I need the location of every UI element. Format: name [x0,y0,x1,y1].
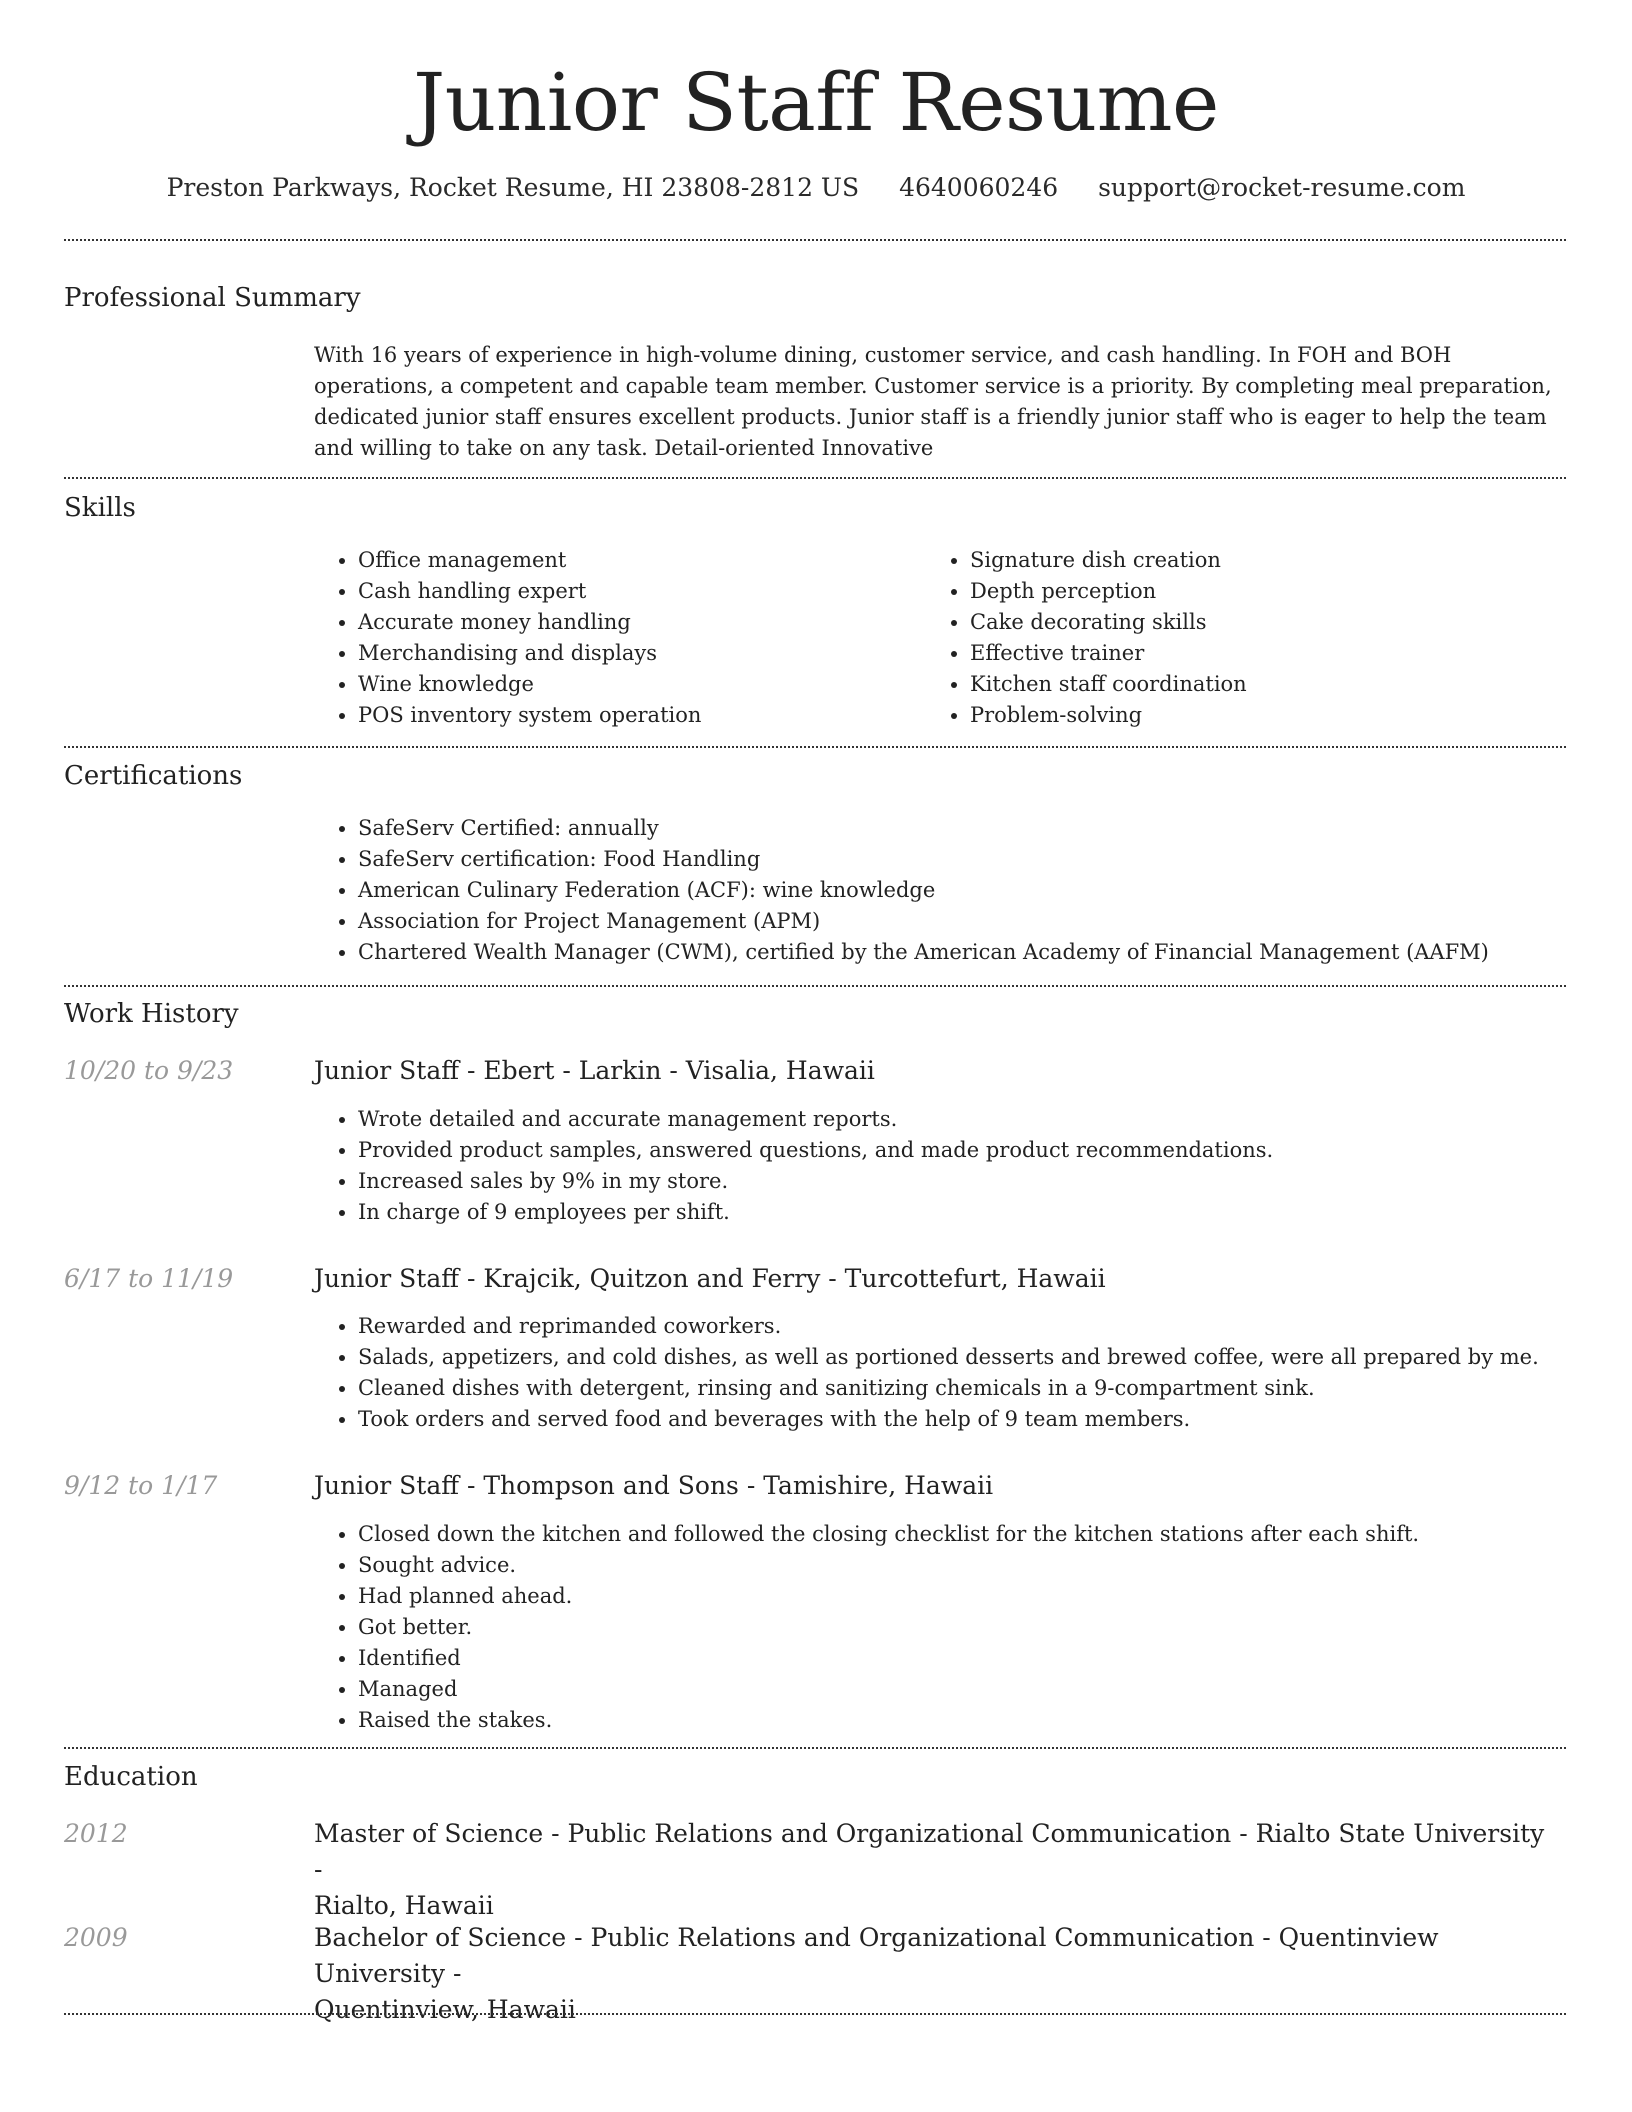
divider [64,239,1566,241]
divider [64,746,1566,748]
skill-item: • Signature dish creation [970,545,1570,576]
job-bullets [314,1311,1618,1435]
job-title: Junior Staff - Ebert - Larkin - Visalia, Hawaii [314,1056,875,1085]
education-degree [314,1816,1554,1924]
job-bullet: • Got better. [358,1612,1598,1643]
job-bullet: • Rewarded and reprimanded coworkers. [358,1311,1618,1342]
job-bullet: • Closed down the kitchen and followed the closing checklist for the kitchen stations after each shift. [358,1519,1598,1550]
job-dates: 10/20 to 9/23 [64,1056,234,1085]
education-year: 2012 [64,1819,128,1848]
section-title-education: Education [64,1762,198,1792]
summary-text: With 16 years of experience in high-volume dining, customer service, and cash handling. In FOH and BOH operations, a competent and capable team member. Customer service is a priority. By completing meal preparation, dedicated junior staff ensures excellent products. Junior staff is a friendly junior staff who is eager to help the team and willing to take on any task. Detail-oriented Innovative [314,343,1552,460]
certification-item: • Association for Project Management (APM) [358,906,1598,937]
skill-item: • Wine knowledge [358,669,918,700]
resume-name: Junior Staff Resume [413,56,1219,149]
job-title: Junior Staff - Krajcik, Quitzon and Ferry - Turcottefurt, Hawaii [314,1264,1106,1293]
job-bullet: • Salads, appetizers, and cold dishes, as well as portioned desserts and brewed coffee, were all prepared by me. [358,1342,1618,1373]
divider [64,477,1566,479]
contact-phone: 4640060246 [899,173,1059,202]
skill-item: • Depth perception [970,576,1570,607]
skill-item: • Office management [358,545,918,576]
education-year: 2009 [64,1923,128,1952]
skill-item: • Effective trainer [970,638,1570,669]
section-title-certifications: Certifications [64,761,243,791]
job-bullet: • Had planned ahead. [358,1581,1598,1612]
section-title-work-history: Work History [64,999,239,1029]
certifications-list [314,813,1598,968]
education-degree-line: Bachelor of Science - Public Relations and Organizational Communication - Quentinview University - [314,1923,1439,1988]
certification-item: • SafeServ certification: Food Handling [358,844,1598,875]
skill-item: • Cash handling expert [358,576,918,607]
education-location-line: Quentinview, Hawaii [314,1995,576,2024]
skill-item: • Accurate money handling [358,607,918,638]
job-bullets [314,1104,1598,1228]
divider [64,985,1566,987]
job-bullet: • Managed [358,1674,1598,1705]
certification-item: • SafeServ Certified: annually [358,813,1598,844]
skill-item: • Problem-solving [970,700,1570,731]
job-bullet: • Wrote detailed and accurate management reports. [358,1104,1598,1135]
divider [64,1747,1566,1749]
job-bullet: • Increased sales by 9% in my store. [358,1166,1598,1197]
job-bullet: • In charge of 9 employees per shift. [358,1197,1598,1228]
skills-list-left [314,545,918,731]
job-bullet: • Raised the stakes. [358,1705,1598,1736]
job-title: Junior Staff - Thompson and Sons - Tamishire, Hawaii [314,1471,994,1500]
skill-item: • Cake decorating skills [970,607,1570,638]
divider [64,2013,1566,2015]
job-dates: 6/17 to 11/19 [64,1264,234,1293]
contact-address: Preston Parkways, Rocket Resume, HI 23808-2812 US [166,173,860,202]
skill-item: • Kitchen staff coordination [970,669,1570,700]
job-dates: 9/12 to 1/17 [64,1471,218,1500]
education-degree [314,1920,1554,2028]
contact-email: support@rocket-resume.com [1098,173,1466,202]
skill-item: • POS inventory system operation [358,700,918,731]
section-title-summary: Professional Summary [64,283,361,313]
job-bullet: • Cleaned dishes with detergent, rinsing and sanitizing chemicals in a 9-compartment sink. [358,1373,1618,1404]
job-bullet: • Sought advice. [358,1550,1598,1581]
contact-line [0,170,1632,206]
certification-item: • Chartered Wealth Manager (CWM), certified by the American Academy of Financial Management (AAFM) [358,937,1598,968]
job-bullets [314,1519,1598,1736]
education-degree-line: Master of Science - Public Relations and Organizational Communication - Rialto State University - [314,1819,1545,1884]
job-bullet: • Took orders and served food and beverages with the help of 9 team members. [358,1404,1618,1435]
education-location-line: Rialto, Hawaii [314,1891,494,1920]
skills-list-right [926,545,1570,731]
job-bullet: • Identified [358,1643,1598,1674]
skill-item: • Merchandising and displays [358,638,918,669]
certification-item: • American Culinary Federation (ACF): wine knowledge [358,875,1598,906]
section-title-skills: Skills [64,493,136,523]
job-bullet: • Provided product samples, answered questions, and made product recommendations. [358,1135,1598,1166]
